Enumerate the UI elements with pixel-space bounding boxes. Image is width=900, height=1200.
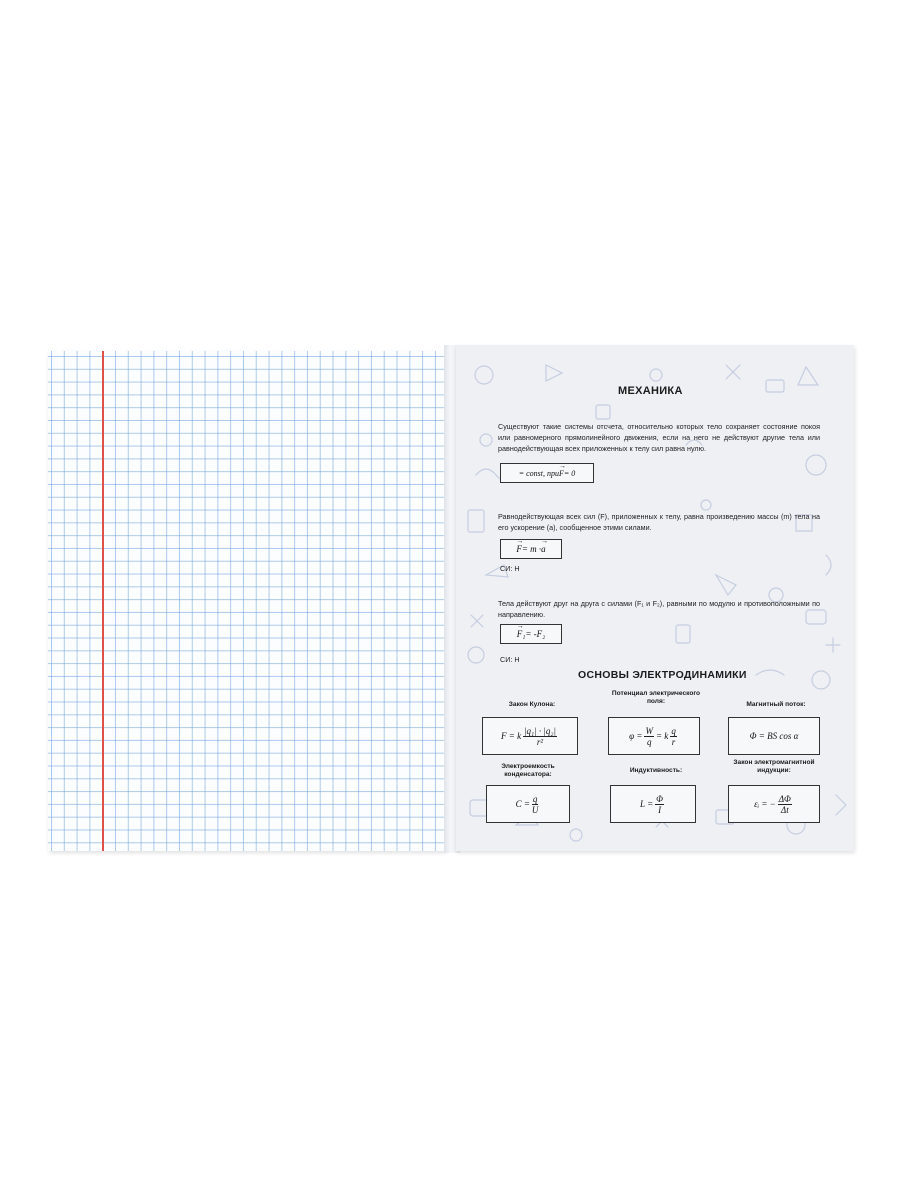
mass-text: = m · <box>521 544 542 554</box>
si-unit-1: СИ: Н <box>500 564 520 573</box>
newton-second-law-formula <box>500 539 562 559</box>
inductance-caption: Индуктивность: <box>629 767 683 774</box>
force-vector: → F <box>516 544 522 554</box>
capacitance-caption: Электроемкость конденсатора: <box>501 763 555 778</box>
newton-third-law-text: Тела действуют друг на друга с силами (F₁ и F₂), равными по модулю и противоположными по направлению. <box>498 599 820 619</box>
subscript: ₂ <box>542 629 546 639</box>
open-notebook <box>48 345 856 853</box>
denominator: Δt <box>780 804 789 815</box>
coulomb-caption: Закон Кулона: <box>508 701 556 708</box>
denominator: r <box>671 736 676 747</box>
numerator: ΔΦ <box>778 793 791 804</box>
denominator: q <box>646 736 652 747</box>
formula-mid: = k <box>655 731 669 741</box>
force-vector: → F <box>517 629 523 639</box>
fraction <box>655 794 664 815</box>
si-unit-2: СИ: Н <box>500 655 520 664</box>
coulomb-law-formula <box>482 717 578 755</box>
numerator: |q₁| · |q₂| <box>524 725 556 736</box>
formula-lhs: C = <box>515 799 530 809</box>
denominator: U <box>531 804 539 815</box>
negative-force-text: = -F <box>525 629 543 639</box>
electrodynamics-title: ОСНОВЫ ЭЛЕКТРОДИНАМИКИ <box>578 669 747 681</box>
formula-const-text: = const, при <box>518 468 559 478</box>
graph-paper-page <box>48 351 446 851</box>
fraction <box>532 794 539 815</box>
potential-formula <box>608 717 700 755</box>
denominator: I <box>658 804 662 815</box>
induction-law-formula <box>728 785 820 823</box>
reference-page <box>456 345 854 851</box>
mechanics-title: МЕХАНИКА <box>618 385 683 397</box>
flux-caption: Магнитный поток: <box>746 701 806 708</box>
subscript: ₁ <box>522 629 526 639</box>
force-vector: → F <box>559 469 564 478</box>
fraction <box>644 726 654 747</box>
numerator: Φ <box>656 793 664 804</box>
numerator: q <box>532 793 538 804</box>
numerator: q <box>671 725 676 736</box>
newton-first-law-formula <box>500 463 594 483</box>
formula-lhs: F = k <box>501 731 522 741</box>
formula-zero-text: = 0 <box>563 468 576 478</box>
numerator: W <box>645 725 653 736</box>
page-content <box>456 345 854 851</box>
denominator: r² <box>536 736 544 747</box>
fraction <box>670 726 677 747</box>
magnetic-flux-formula: Φ = BS cos α <box>728 717 820 755</box>
acceleration-vector: → a <box>541 544 546 554</box>
fraction <box>523 726 557 747</box>
red-margin-line <box>102 351 104 851</box>
potential-caption: Потенциал электрического поля: <box>611 690 701 705</box>
newton-second-law-text: Равнодействующая всех сил (F), приложенных к телу, равна произведению массы (m) тела на его ускорение (a), сообщенное этими силами. <box>498 512 820 532</box>
newton-third-law-formula <box>500 624 562 644</box>
capacitance-formula <box>486 785 570 823</box>
formula-lhs: φ = <box>629 731 643 741</box>
formula-lhs: L = <box>639 799 654 809</box>
induction-caption: Закон электромагнитной индукции: <box>733 759 815 774</box>
inductance-formula <box>610 785 696 823</box>
formula-lhs: εᵢ = − <box>754 799 776 809</box>
fraction <box>778 794 792 815</box>
newton-first-law-text: Существуют такие системы отсчета, относительно которых тело сохраняет состояние покоя или равномерного прямолинейного движения, если на него не действуют другие тела или равнодействующая всех приложенных к телу сил равна нулю. <box>498 422 820 453</box>
